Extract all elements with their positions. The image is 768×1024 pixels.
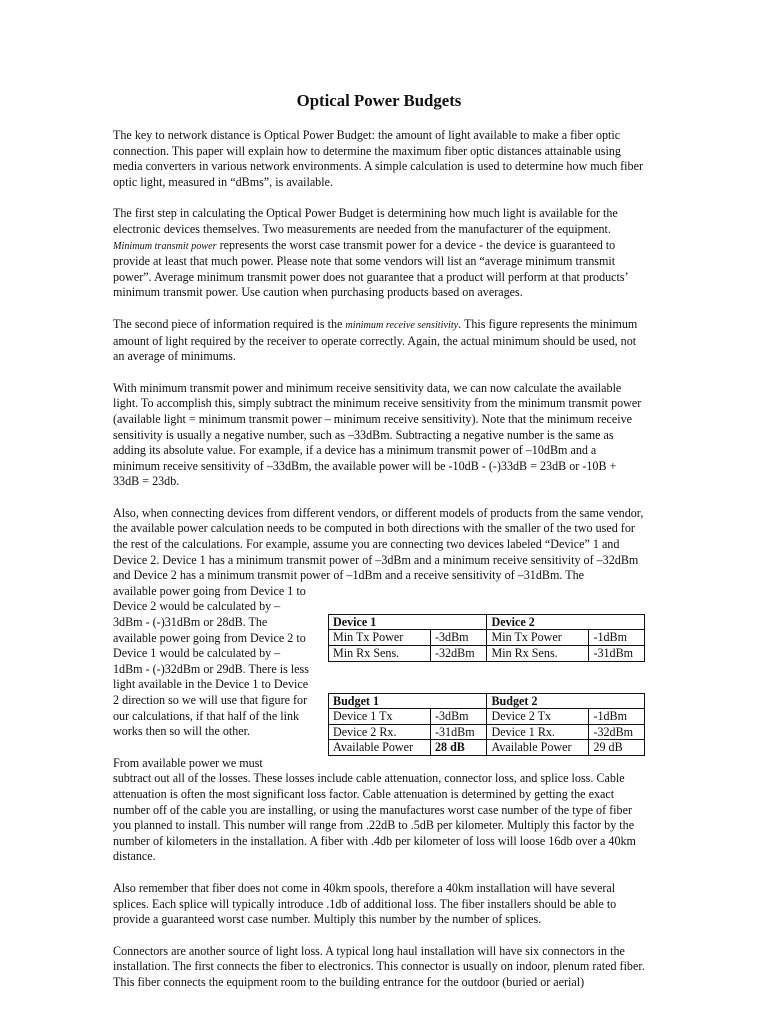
paragraph-intro: The key to network distance is Optical Power Budget: the amount of light available to make a fiber optic connection. This paper will explain how to determine the maximum fiber optic distances attainable using media converters in various network environments. A simple calculation is used to determine how much fiber optic light, measured in “dBms”, is available.: [113, 128, 643, 189]
table-cell: Device 1 Rx.: [487, 724, 589, 740]
table-cell: -32dBm: [430, 646, 487, 662]
table-cell: -31dBm: [430, 724, 487, 740]
paragraph-text: The first step in calculating the Optical Power Budget is determining how much light is available for the electronic devices themselves. Two measurements are needed from the manufacturer of the equipment.: [113, 206, 618, 236]
table-cell: Available Power: [487, 740, 589, 756]
paragraph-connectors: Connectors are another source of light loss. A typical long haul installation will have six connectors in the installation. The first connects the fiber to electronics. This connector is usually on indoor, plenum rated fiber. This fiber connects the equipment room to the building entrance for the outdoor (buried or aerial): [113, 943, 645, 989]
term-minimum-transmit-power: Minimum transmit power: [113, 240, 217, 252]
paragraph-losses: subtract out all of the losses. These losses include cable attenuation, connector loss, and splice loss. Cable attenuation is often the most significant loss factor. Cable attenuation is determined by getting the exact number off of the cable you are installing, or using the manufactures worst case number of the type of fiber you planned to install. This number will range from .22dB to .5dB per kilometer. Multiply this factor by the number of kilometers in the installation. A fiber with .4db per kilometer of loss will loose 16db over a 40km distance.: [113, 771, 636, 864]
table-cell: -3dBm: [430, 709, 487, 725]
paragraph-splices: Also remember that fiber does not come in 40km spools, therefore a 40km installation will have several splices. Each splice will typically introduce .1db of additional loss. The fiber installers should be able to provide a guaranteed worst case number. Multiply this number by the number of splices.: [113, 880, 617, 927]
table-row: [329, 630, 645, 646]
tables-column: [328, 614, 645, 756]
document-page: [113, 91, 645, 1007]
table-cell: Device 2 Tx: [487, 709, 589, 725]
table-cell: -1dBm: [589, 630, 645, 646]
table-cell: Min Rx Sens.: [487, 646, 589, 662]
table-cell: -32dBm: [589, 724, 645, 740]
table-cell: -1dBm: [589, 709, 645, 725]
table-header-device-2: Device 2: [487, 614, 645, 630]
table-cell: Device 2 Rx.: [329, 724, 431, 740]
paragraph-text: represents the worst case transmit power for a device - the device is guaranteed to provide at least that much power. Please note that some vendors will list an “average minimum transmit power”. Average minimum transmit power does not guarantee that a product will perform at that products’ minimum transmit power. Use caution when purchasing products based on averages.: [113, 237, 628, 300]
paragraph-transmit-power: [113, 206, 645, 301]
paragraph-text: . This figure represents the minimum amount of light required by the receiver to operate correctly. Again, the actual minimum should be used, not an average of minimums.: [113, 316, 638, 364]
table-cell: Device 1 Tx: [329, 709, 431, 725]
text-with-tables: [113, 584, 645, 772]
table-cell: 29 dB: [589, 740, 645, 756]
table-row: [329, 740, 645, 756]
table-header-row: [329, 693, 645, 709]
table-cell: Available Power: [329, 740, 431, 756]
paragraph-direction: available power going from Device 1 to Device 2 would be calculated by –3dBm - (-)31dBm or 28dB. The available power going from Device 2 to Device 1 would be calculated by –1dBm - (-)32dBm or 29dB. There is less light available in the Device 1 to Device 2 direction so we will use that figure for our calculations, if that half of the link works then so will the other.: [113, 583, 309, 739]
table-header-row: [329, 614, 645, 630]
table-row: [329, 724, 645, 740]
paragraph-calculation: With minimum transmit power and minimum receive sensitivity data, we can now calculate the available light. To accomplish this, simply subtract the minimum receive sensitivity from the minimum transmit power (available light = minimum transmit power – minimum receive sensitivity). Note that the minimum receive sensitivity is usually a negative number, such as –33dBm. Subtracting a negative number is the same as adding its absolute value. For example, if a device has a minimum transmit power of –10dBm and a minimum receive sensitivity of –33dBm, the available power will be -10dB - (-)33dB = 23dB or -10B + 33dB = 23db.: [113, 380, 642, 489]
table-cell: Min Tx Power: [329, 630, 431, 646]
paragraph-receive-sensitivity: [113, 317, 645, 365]
term-minimum-receive-sensitivity: minimum receive sensitivity: [345, 319, 459, 331]
table-cell: -3dBm: [430, 630, 487, 646]
narrow-text-column: [113, 584, 309, 772]
table-row: [329, 646, 645, 662]
device-table: [328, 614, 645, 662]
paragraph-losses-start: From available power we must: [113, 755, 263, 770]
table-row: [329, 709, 645, 725]
table-cell: Min Tx Power: [487, 630, 589, 646]
table-header-budget-2: Budget 2: [487, 693, 645, 709]
budget-table: [328, 693, 645, 756]
paragraph-text: The second piece of information required is the: [113, 316, 346, 331]
paragraph-vendors: Also, when connecting devices from different vendors, or different models of products from the same vendor, the available power calculation needs to be computed in both directions with the smaller of the two used for the rest of the calculations. For example, assume you are connecting two devices labeled “Device” 1 and Device 2. Device 1 has a minimum transmit power of –3dBm and a minimum receive sensitivity of –32dBm and Device 2 has a minimum transmit power of –1dBm and a receive sensitivity of –31dBm. The: [113, 505, 644, 583]
table-header-device-1: Device 1: [329, 614, 487, 630]
table-cell: Min Rx Sens.: [329, 646, 431, 662]
table-header-budget-1: Budget 1: [329, 693, 487, 709]
table-cell: -31dBm: [589, 646, 645, 662]
document-title: Optical Power Budgets: [296, 91, 462, 110]
table-cell-total: 28 dB: [430, 740, 487, 756]
